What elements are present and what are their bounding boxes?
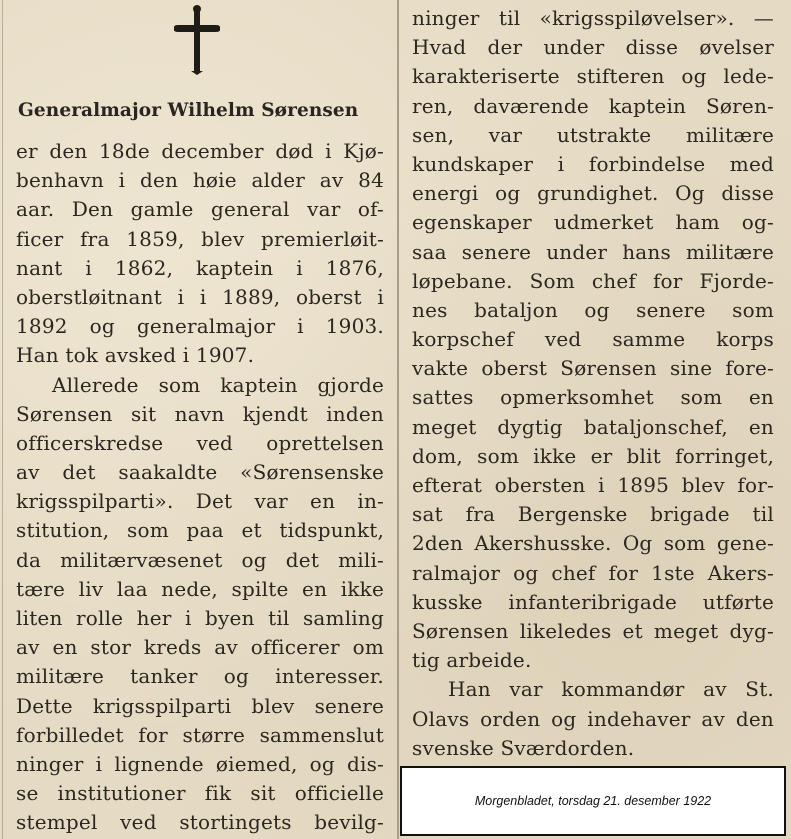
text-line: er den 18de december død i Kjø- <box>16 139 384 163</box>
text-line: Dette krigsspilparti blev senere <box>16 693 384 718</box>
text-line: vakte oberst Sørensen sine fore- <box>412 356 774 381</box>
text-line: 2den Akershusske. Og som gene- <box>412 531 774 556</box>
text-line: ficer fra 1859, blev premierløit- <box>16 226 384 251</box>
source-caption: Morgenbladet, torsdag 21. desember 1922 <box>474 794 712 808</box>
text-line: kundskaper i forbindelse med <box>412 151 774 176</box>
text-line: ninger til «krigsspiløvelser». — <box>412 6 774 30</box>
text-line: Olavs orden og indehaver av den <box>412 706 774 731</box>
text-line: korpschef ved samme korps <box>412 327 774 352</box>
text-line: Han var kommandør av St. <box>448 677 774 702</box>
text-line: svenske Sværdorden. <box>412 735 635 760</box>
text-line: Sørensen likeledes et meget dyg- <box>412 618 774 643</box>
text-line: ren, daværende kaptein Søren- <box>412 93 774 118</box>
left-text-column <box>16 137 384 838</box>
text-line: Sørensen sit navn kjendt inden <box>16 401 384 426</box>
text-line: dom, som ikke er blit forringet, <box>412 443 774 468</box>
text-line: benhavn i den høie alder av 84 <box>16 168 384 193</box>
text-line: militære tanker og interesser. <box>16 664 384 689</box>
text-line: Hvad der under disse øvelser <box>412 35 774 60</box>
text-line: saa senere under hans militære <box>412 239 774 264</box>
text-line: av det saakaldte «Sørensenske <box>16 460 384 485</box>
text-line: sat fra Bergenske brigade til <box>412 502 774 527</box>
text-line: sen, var utstrakte militære <box>412 122 774 147</box>
text-line: tig arbeide. <box>412 648 532 673</box>
text-line: krigsspilparti». Det var en in- <box>16 489 384 514</box>
text-line: Han tok avsked i 1907. <box>16 343 255 368</box>
text-line: Allerede som kaptein gjorde <box>52 372 384 397</box>
column-divider <box>397 0 399 839</box>
text-line: aar. Den gamle general var of- <box>16 197 384 222</box>
left-edge-rule <box>2 0 3 839</box>
text-line: da militærvæsenet og det mili- <box>16 547 384 572</box>
text-line: stempel ved stortingets bevilg- <box>16 810 384 835</box>
text-line: tære liv laa nede, spilte en ikke <box>16 576 384 601</box>
text-line: nes bataljon og senere som <box>412 297 774 322</box>
text-line: sattes opmerksomhet som en <box>412 385 774 410</box>
text-line: løpebane. Som chef for Fjorde- <box>412 268 774 293</box>
text-line: meget dygtig bataljonschef, en <box>412 414 774 439</box>
text-line: officerskredse ved oprettelsen <box>16 430 384 455</box>
text-line: liten rolle her i byen til samling <box>16 606 384 630</box>
text-line: nant i 1862, kaptein i 1876, <box>16 255 384 280</box>
text-line: se institutioner fik sit officielle <box>16 781 384 806</box>
text-line: egenskaper udmerket ham og- <box>412 210 774 235</box>
text-line: efterat obersten i 1895 blev for- <box>412 473 774 497</box>
text-line: ralmajor og chef for 1ste Akers- <box>412 560 774 585</box>
latin-cross-icon <box>174 5 220 75</box>
text-line: ninger i lignende øiemed, og dis- <box>16 751 384 776</box>
text-line: karakteriserte stifteren og lede- <box>412 64 774 89</box>
right-text-column <box>412 4 774 763</box>
text-line: av en stor kreds av officerer om <box>16 635 384 660</box>
text-line: stitution, som paa et tidspunkt, <box>16 518 384 543</box>
source-caption-box <box>400 766 786 836</box>
text-line: oberstløitnant i i 1889, oberst i <box>16 284 384 309</box>
text-line: 1892 og generalmajor i 1903. <box>16 314 384 339</box>
text-line: forbilledet for større sammenslut <box>16 722 384 747</box>
obituary-heading: Generalmajor Wilhelm Sørensen <box>18 100 359 121</box>
text-line: kusske infanteribrigade utførte <box>412 589 774 614</box>
text-line: energi og grundighet. Og disse <box>412 181 774 206</box>
